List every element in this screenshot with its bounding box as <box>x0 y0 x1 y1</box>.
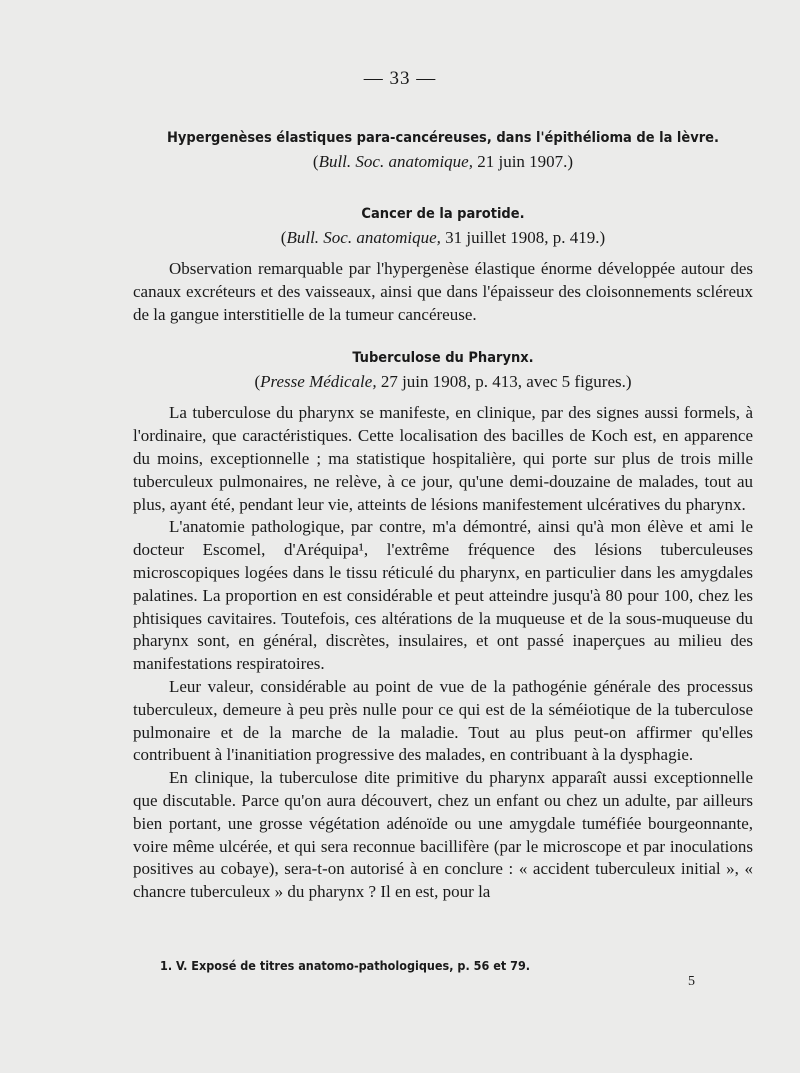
paragraph: L'anatomie pathologique, par contre, m'a démontré, ainsi qu'à mon élève et ami le docteur Escomel, d'Aréquipa¹, l'extrême fréquence des lésions tuberculeuses microscopiques logées dans le tissu réticulé du pharynx, en particulier dans les amygdales palatines. La proportion en est considérable et peut atteindre jusqu'à 80 pour 100, chez les phtisiques cavitaires. Toutefois, ces altérations de la muqueuse et de la sous-muqueuse du pharynx sont, en général, discrètes, insulaires, et ont passé inaperçues au milieu des manifestations respiratoires. <box>133 517 753 674</box>
paragraph: La tuberculose du pharynx se manifeste, en clinique, par des signes aussi formels, à l'ordinaire, que caractéristiques. Cette localisation des bacilles de Koch est, en apparence du moins, exceptionnelle ; ma statistique hospitalière, qui porte sur plus de trois mille tuberculeux pulmonaires, ne relève, à ce jour, qu'une demi-douzaine de malades, tout au plus, ayant été, pendant leur vie, atteints de lésions manifestement ulcératives du pharynx. <box>133 403 753 514</box>
citation-3-journal: Presse Médicale, <box>260 372 377 392</box>
signature-mark: 5 <box>688 974 695 989</box>
citation-2-journal: Bull. Soc. anatomique, <box>286 228 441 247</box>
footnote: 1. V. Exposé de titres anatomo-pathologiques, p. 56 et 79. <box>160 958 531 973</box>
paragraph: Leur valeur, considérable au point de vue de la pathogénie générale des processus tuberculeux, demeure à peu près nulle pour ce qui est de la séméiotique de la tuberculose pulmonaire et de la marche de la maladie. Tout au plus peut-on affirmer qu'elles contribuent à l'inanitiation progressive des malades, en contribuant à la dysphagie. <box>133 676 753 765</box>
section-title-1: Hypergenèses élastiques para-cancéreuses, dans l'épithélioma de la lèvre. <box>167 130 719 146</box>
citation-3: (Presse Médicale, 27 juin 1908, p. 413, avec 5 figures.) <box>254 372 632 392</box>
citation-1-journal: Bull. Soc. anatomique, <box>318 152 473 171</box>
citation-3-detail: 27 juin 1908, p. 413, avec 5 figures.) <box>376 372 632 392</box>
paragraph: En clinique, la tuberculose dite primitive du pharynx apparaît aussi exceptionnelle que discutable. Parce qu'on aura découvert, chez un enfant ou chez un adulte, par ailleurs bien portant, une grosse végétation adénoïde ou une amygdale tuméfiée bourgeonnante, voire même ulcérée, et qui sera reconnue bacillifère (par le microscope et par inoculations positives au cobaye), sera-t-on autorisé à en conclure : « accident tuberculeux initial », « chancre tuberculeux » du pharynx ? Il en est, pour la <box>133 768 753 902</box>
citation-2-detail: 31 juillet 1908, p. 419.) <box>440 228 606 247</box>
section-title-3: Tuberculose du Pharynx. <box>352 350 534 367</box>
page-number: — 33 — <box>363 68 437 89</box>
section-title-2: Cancer de la parotide. <box>361 206 525 222</box>
citation-2: (Bull. Soc. anatomique, 31 juillet 1908, p. 419.) <box>280 228 606 247</box>
page-content <box>133 128 753 904</box>
paragraph: Observation remarquable par l'hypergenèse élastique énorme développée autour des canaux excréteurs et des vaisseaux, ainsi que dans l'épaisseur des cloisonnements scléreux de la gangue interstitielle de la tumeur cancéreuse. <box>133 259 753 324</box>
citation-1: (Bull. Soc. anatomique, 21 juin 1907.) <box>312 152 574 171</box>
citation-1-detail: 21 juin 1907.) <box>472 152 574 171</box>
